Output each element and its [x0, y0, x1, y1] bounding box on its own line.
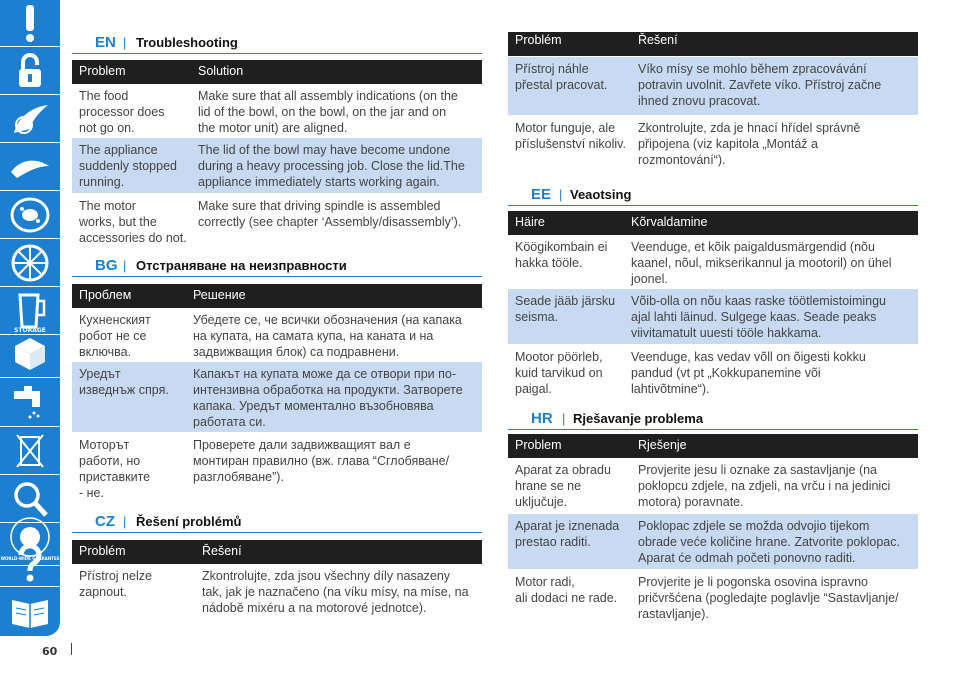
- page-number-divider: [71, 643, 72, 655]
- problem-cell: Кухненският робот не се включва.: [79, 313, 151, 359]
- column-header-solution: Rješenje: [638, 438, 687, 452]
- column-header-solution: Kõrvaldamine: [631, 215, 708, 229]
- problem-cell: Köögikombain ei hakka tööle.: [515, 240, 608, 270]
- column-header-problem: Problém: [515, 33, 562, 47]
- storage-icon[interactable]: [0, 320, 60, 378]
- table-header: [72, 60, 482, 84]
- table-row: [508, 458, 918, 513]
- question-icon[interactable]: [0, 540, 60, 587]
- solution-cell: Víko mísy se mohlo během zpracovávání potravin uvolnit. Zavřete víko. Přístroj začne ihned znovu pracovat.: [638, 62, 882, 108]
- problem-cell: Aparat je iznenada prestao raditi.: [515, 519, 620, 549]
- solution-cell: Provjerite jesu li oznake za sastavljanje (na poklopcu zdjele, na zdjeli, na vrču i na jedinici motora) poravnate.: [638, 463, 891, 509]
- bin-icon[interactable]: [0, 428, 60, 475]
- column-header-problem: Problem: [515, 438, 562, 452]
- solution-cell: Veenduge, kas vedav võll on õigesti kokku pandud (vt pt „Kokkupanemine või lahtivõtmine“).: [631, 350, 866, 396]
- section-title: Rješavanje problema: [573, 411, 704, 426]
- table-row: [72, 84, 482, 137]
- table-row: [72, 433, 482, 505]
- table-row: [508, 57, 918, 115]
- column-header-solution: Řešení: [638, 33, 678, 47]
- book-icon[interactable]: [0, 588, 60, 635]
- table-row: [508, 235, 918, 288]
- problem-cell: Motor funguje, ale příslušenství nikoliv.: [515, 121, 626, 151]
- section-ee: [508, 186, 918, 400]
- problem-cell: The food processor does not go on.: [79, 89, 165, 135]
- language-code: CZ: [95, 513, 115, 530]
- solution-cell: Капакът на купата може да се отвори при по- интензивна обработка на продукти. Затворете капака. Уредът моментално възобновява работата си.: [193, 367, 463, 429]
- heading-separator: |: [123, 35, 127, 50]
- solution-cell: Provjerite je li pogonska osovina ispravno pričvršćena (pogledajte poglavlje “Sastavljanje/ rastavljanje).: [638, 575, 899, 621]
- section-title: Veaotsing: [570, 187, 632, 202]
- section-bg: [72, 257, 482, 505]
- solution-cell: Zkontrolujte, zda jsou všechny díly nasazeny tak, jak je naznačeno (na víku mísy, na míse, na nádobě mixéru a na motorové jednotce).: [202, 569, 469, 615]
- table-row: [508, 345, 918, 400]
- solution-cell: Poklopac zdjele se možda odvojio tijekom obrade veće količine hrane. Zatvorite poklopac. Aparat će odmah početi ponovno raditi.: [638, 519, 900, 565]
- solution-cell: Убедете се, че всички обозначения (на капака на купата, на самата купа, на каната и на задвижващия блок) са подравнени.: [193, 313, 462, 359]
- solution-cell: Make sure that driving spindle is assembled correctly (see chapter ‘Assembly/disassembly’).: [198, 199, 462, 229]
- column-header-problem: Проблем: [79, 288, 132, 302]
- solution-cell: Make sure that all assembly indications (on the lid of the bowl, on the bowl, on the jar and on the motor unit) are aligned.: [198, 89, 458, 135]
- table-row: [508, 570, 918, 626]
- table-row: [508, 514, 918, 569]
- guarantee-label: WORLD-WIDE GUARANTEE: [0, 555, 60, 561]
- language-code: BG: [95, 257, 118, 274]
- heading-separator: |: [559, 187, 563, 202]
- warning-icon[interactable]: [0, 0, 60, 47]
- column-header-problem: Häire: [515, 215, 545, 229]
- problem-cell: The appliance suddenly stopped running.: [79, 143, 177, 189]
- problem-cell: Mootor pöörleb, kuid tarvikud on paigal.: [515, 350, 603, 396]
- section-title: Troubleshooting: [136, 35, 238, 50]
- language-code: EE: [531, 186, 552, 203]
- problem-cell: Přístroj nelze zapnout.: [79, 569, 152, 599]
- table-header: [508, 32, 918, 56]
- section-title: Řešení problémů: [136, 514, 242, 529]
- section-heading: [72, 257, 482, 277]
- tap-icon[interactable]: [0, 380, 60, 427]
- problem-cell: Přístroj náhle přestal pracovat.: [515, 62, 608, 92]
- column-header-problem: Problém: [79, 544, 126, 558]
- problem-cell: Aparat za obradu hrane se ne uključuje.: [515, 463, 611, 509]
- blade-icon[interactable]: [0, 96, 60, 143]
- lock-icon[interactable]: [0, 48, 60, 95]
- solution-cell: Zkontrolujte, zda je hnací hřídel správně připojena (viz kapitola „Montáž a rozmontování“).: [638, 121, 861, 167]
- whisk-blade-icon[interactable]: [0, 144, 60, 191]
- sidebar-icon-strip: [0, 0, 60, 636]
- solution-cell: The lid of the bowl may have become undone during a heavy processing job. Close the lid.The appliance immediately starts working again.: [198, 143, 465, 189]
- problem-cell: Уредът изведнъж спря.: [79, 367, 169, 397]
- storage-label: STORAGE: [14, 326, 46, 334]
- solution-cell: Veenduge, et kõik paigaldusmärgendid (nõu kaanel, nõul, mikserikannul ja mootoril) on ühel joonel.: [631, 240, 892, 286]
- disc-icon[interactable]: [0, 192, 60, 239]
- page-number: 60: [42, 645, 58, 658]
- section-hr: [508, 410, 918, 628]
- problem-cell: Seade jääb järsku seisma.: [515, 294, 616, 324]
- section-heading: [508, 186, 918, 206]
- table-row: [508, 289, 918, 344]
- column-header-solution: Solution: [198, 64, 244, 78]
- table-header: [72, 540, 482, 564]
- solution-cell: Võib-olla on nõu kaas raske töötlemistoimingu ajal lahti läinud. Sulgege kaas. Seade peaks viivitamatult uuesti tööle hakkama.: [631, 294, 886, 340]
- problem-cell: Motor radi, ali dodaci ne rade.: [515, 575, 618, 605]
- section-heading: [508, 410, 918, 430]
- heading-separator: |: [123, 258, 127, 273]
- table-row: [72, 308, 482, 362]
- language-code: EN: [95, 34, 116, 51]
- section-en: [72, 34, 482, 250]
- table-header: [508, 211, 918, 235]
- table-row: [72, 138, 482, 193]
- heading-separator: |: [562, 411, 566, 426]
- section-heading: [72, 513, 482, 533]
- section-title: Отстраняване на неизправности: [136, 258, 347, 273]
- language-code: HR: [531, 410, 553, 427]
- table-row: [72, 564, 482, 622]
- table-header: [508, 434, 918, 458]
- column-header-solution: Решение: [193, 288, 246, 302]
- section-heading: [72, 34, 482, 54]
- citrus-icon[interactable]: [0, 240, 60, 287]
- solution-cell: Проверете дали задвижващият вал е монтиран правилно (вж. глава “Сглобяване/ разглобяване”).: [193, 438, 450, 484]
- column-header-solution: Řešení: [202, 544, 242, 558]
- section-cz-continued: [508, 32, 918, 172]
- table-row: [72, 362, 482, 432]
- table-header: [72, 284, 482, 308]
- problem-cell: Моторът работи, но приставките - не.: [79, 438, 151, 500]
- table-row: [72, 194, 482, 250]
- problem-cell: The motor works, but the accessories do not.: [79, 199, 187, 245]
- section-cz: [72, 513, 482, 623]
- table-row: [508, 116, 918, 172]
- heading-separator: |: [123, 514, 127, 529]
- column-header-problem: Problem: [79, 64, 126, 78]
